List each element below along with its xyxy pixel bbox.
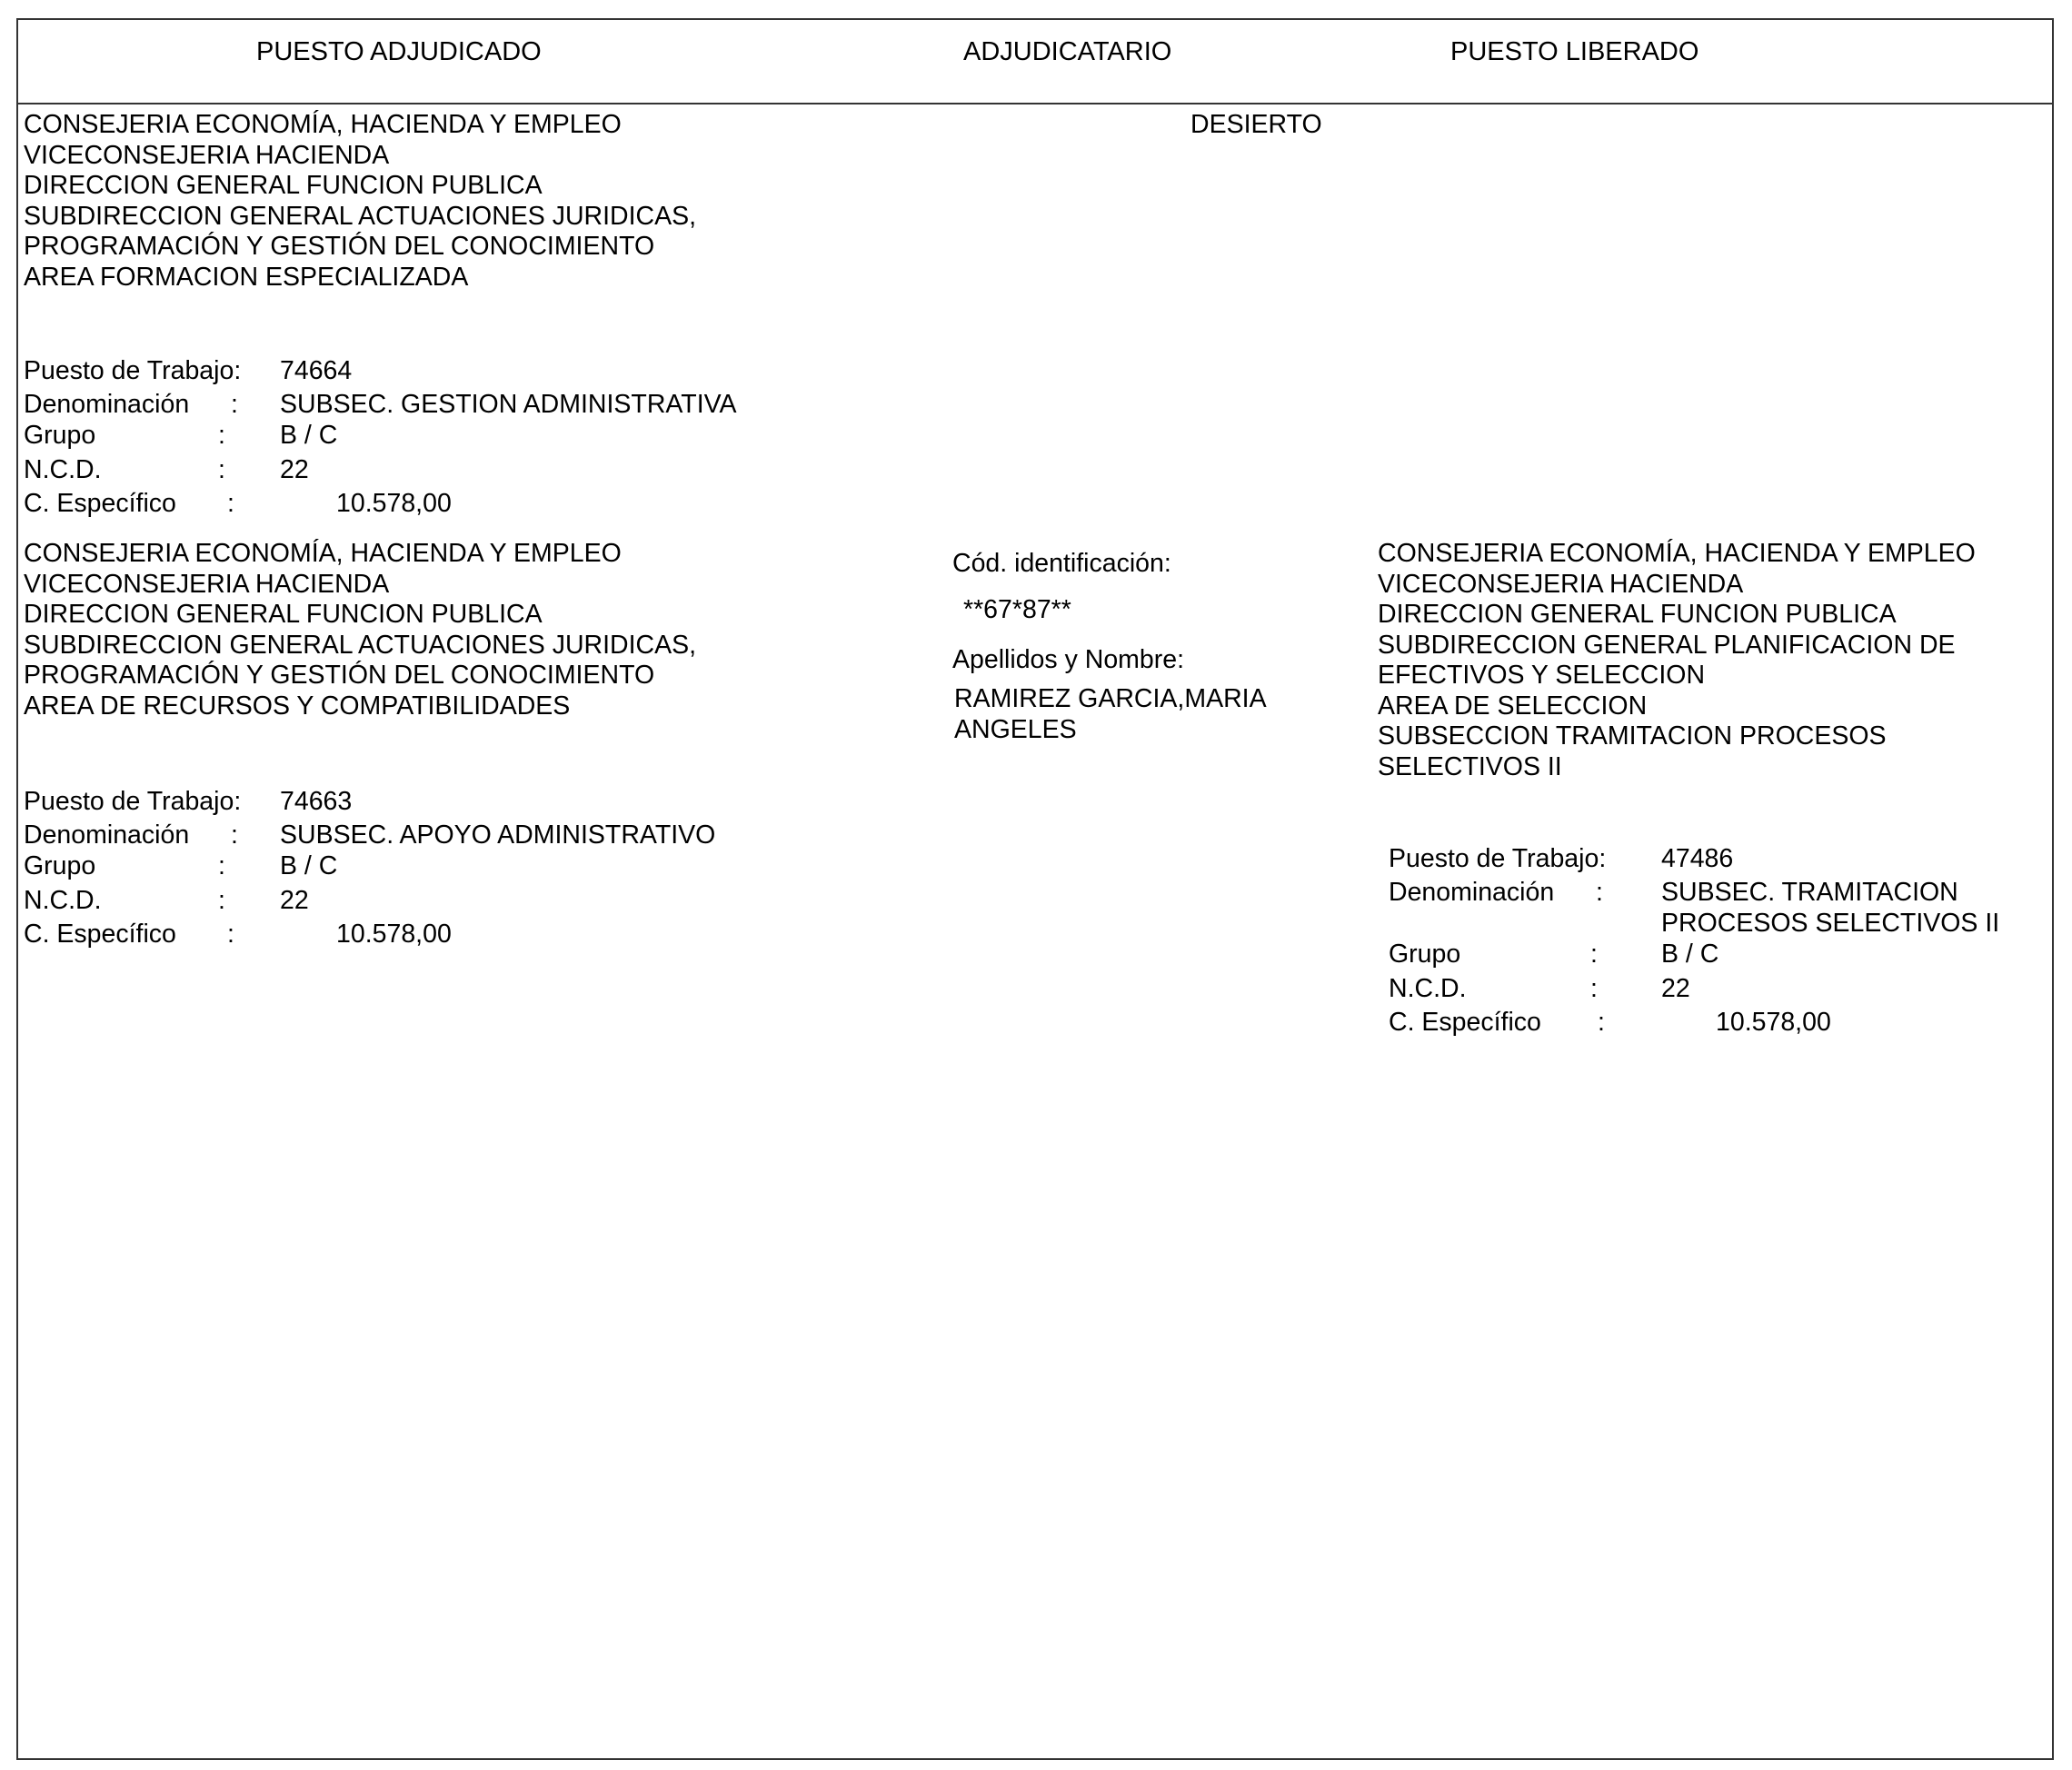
puesto-label: Puesto de Trabajo:: [24, 787, 242, 816]
org-line: PROGRAMACIÓN Y GESTIÓN DEL CONOCIMIENTO: [24, 661, 655, 690]
name-line: RAMIREZ GARCIA,MARIA: [954, 684, 1267, 713]
header-puesto-liberado: PUESTO LIBERADO: [1450, 37, 1699, 66]
denominacion-value-line: SUBSEC. TRAMITACION: [1661, 878, 1958, 907]
grupo-value: B / C: [280, 421, 338, 450]
especifico-row: [1389, 1008, 2025, 1041]
especifico-label: C. Específico: [24, 489, 176, 518]
org-line: PROGRAMACIÓN Y GESTIÓN DEL CONOCIMIENTO: [24, 232, 655, 261]
org-line: SUBDIRECCION GENERAL ACTUACIONES JURIDICAS,: [24, 201, 697, 231]
especifico-value: 10.578,00: [1716, 1008, 1831, 1037]
ncd-value: 22: [280, 455, 309, 484]
colon: :: [218, 421, 225, 450]
colon: :: [227, 489, 234, 518]
org-line: AREA FORMACION ESPECIALIZADA: [24, 262, 469, 292]
org-line: CONSEJERIA ECONOMÍA, HACIENDA Y EMPLEO: [1378, 539, 1976, 568]
name-line: ANGELES: [954, 714, 1077, 744]
denominacion-label: Denominación: [1389, 878, 1555, 907]
org-line: CONSEJERIA ECONOMÍA, HACIENDA Y EMPLEO: [24, 110, 622, 139]
org-line: SUBDIRECCION GENERAL PLANIFICACION DE: [1378, 630, 1956, 660]
denominacion-label: Denominación: [24, 820, 190, 850]
puesto-value: 74664: [280, 356, 353, 385]
colon: :: [1590, 940, 1598, 969]
liberado-details: [1389, 844, 2025, 1041]
puesto-row: [24, 787, 842, 820]
especifico-row: [24, 920, 842, 953]
denominacion-value: SUBSEC. GESTION ADMINISTRATIVA: [280, 390, 737, 419]
header-puesto-adjudicado: PUESTO ADJUDICADO: [256, 37, 542, 66]
grupo-label: Grupo: [24, 421, 96, 450]
adjudicatario-name: [954, 684, 1267, 745]
especifico-value: 10.578,00: [336, 920, 452, 949]
apellidos-nombre-label: Apellidos y Nombre:: [952, 645, 1185, 674]
grupo-row: [24, 421, 842, 455]
ncd-label: N.C.D.: [1389, 974, 1467, 1003]
colon: :: [218, 886, 225, 915]
colon: :: [218, 851, 225, 880]
colon: :: [227, 920, 234, 949]
denominacion-value-line: PROCESOS SELECTIVOS II: [1661, 909, 2000, 938]
denominacion-label: Denominación: [24, 390, 190, 419]
ncd-value: 22: [1661, 974, 1690, 1003]
colon: :: [231, 820, 238, 850]
grupo-row: [24, 851, 842, 886]
entry2-details: [24, 787, 842, 953]
ncd-value: 22: [280, 886, 309, 915]
org-line: SUBDIRECCION GENERAL ACTUACIONES JURIDICAS,: [24, 630, 697, 660]
especifico-label: C. Específico: [24, 920, 176, 949]
org-line: DIRECCION GENERAL FUNCION PUBLICA: [24, 600, 543, 629]
colon: :: [218, 455, 225, 484]
puesto-value: 74663: [280, 787, 353, 816]
org-line: AREA DE RECURSOS Y COMPATIBILIDADES: [24, 691, 571, 721]
colon: :: [231, 390, 238, 419]
grupo-label: Grupo: [1389, 940, 1461, 969]
entry1-organization: [24, 110, 696, 293]
org-line: EFECTIVOS Y SELECCION: [1378, 661, 1706, 690]
ncd-row: [24, 455, 842, 489]
puesto-label: Puesto de Trabajo:: [24, 356, 242, 385]
denominacion-row: [1389, 878, 2025, 940]
colon: :: [1590, 974, 1598, 1003]
grupo-label: Grupo: [24, 851, 96, 880]
colon: :: [1598, 1008, 1605, 1037]
org-line: DIRECCION GENERAL FUNCION PUBLICA: [1378, 600, 1897, 629]
org-line: VICECONSEJERIA HACIENDA: [24, 569, 390, 599]
org-line: SELECTIVOS II: [1378, 751, 1562, 781]
colon: :: [1596, 878, 1603, 907]
ncd-label: N.C.D.: [24, 455, 102, 484]
org-line: CONSEJERIA ECONOMÍA, HACIENDA Y EMPLEO: [24, 539, 622, 568]
puesto-row: [24, 356, 842, 390]
cod-identificacion-label: Cód. identificación:: [952, 549, 1171, 578]
entry1-status-desierto: DESIERTO: [1190, 110, 1322, 139]
entry1-details: [24, 356, 842, 522]
puesto-value: 47486: [1661, 844, 1734, 873]
cod-identificacion-value: **67*87**: [963, 595, 1071, 624]
org-line: VICECONSEJERIA HACIENDA: [1378, 569, 1744, 599]
header-divider: [16, 103, 2054, 104]
org-line: VICECONSEJERIA HACIENDA: [24, 140, 390, 170]
org-line: AREA DE SELECCION: [1378, 691, 1648, 721]
ncd-label: N.C.D.: [24, 886, 102, 915]
grupo-value: B / C: [280, 851, 338, 880]
especifico-row: [24, 489, 842, 522]
org-line: DIRECCION GENERAL FUNCION PUBLICA: [24, 171, 543, 200]
denominacion-row: [24, 820, 842, 851]
entry2-organization: [24, 539, 696, 721]
ncd-row: [24, 886, 842, 920]
header-adjudicatario: ADJUDICATARIO: [963, 37, 1172, 66]
ncd-row: [1389, 974, 2025, 1008]
puesto-label: Puesto de Trabajo:: [1389, 844, 1607, 873]
especifico-value: 10.578,00: [336, 489, 452, 518]
especifico-label: C. Específico: [1389, 1008, 1541, 1037]
grupo-value: B / C: [1661, 940, 1719, 969]
denominacion-value: SUBSEC. APOYO ADMINISTRATIVO: [280, 820, 716, 850]
grupo-row: [1389, 940, 2025, 974]
liberado-organization: [1378, 539, 1976, 782]
denominacion-row: [24, 390, 842, 421]
org-line: SUBSECCION TRAMITACION PROCESOS: [1378, 721, 1887, 751]
puesto-row: [1389, 844, 2025, 878]
